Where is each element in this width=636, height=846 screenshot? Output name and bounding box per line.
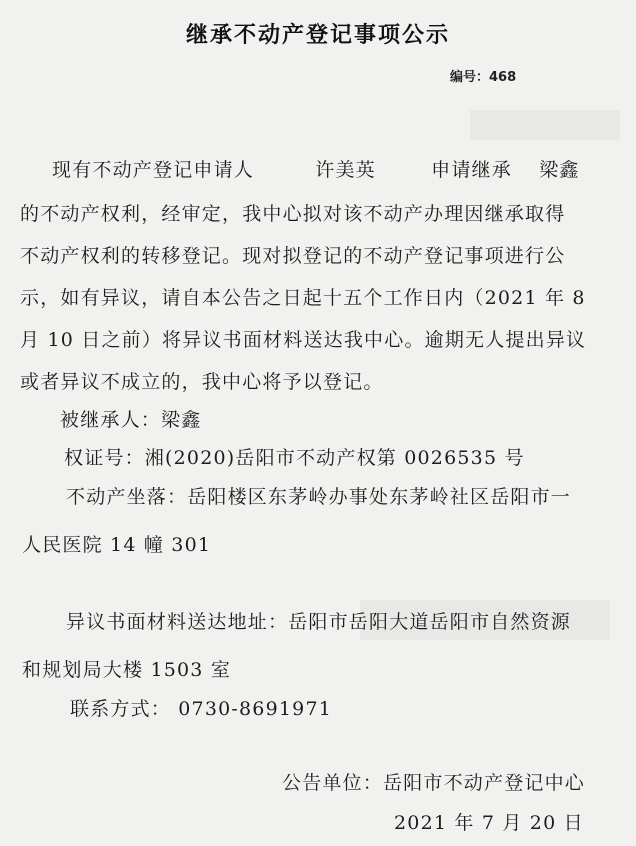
- paragraph-line: 月 10 日之前）将异议书面材料送达我中心。逾期无人提出异议: [20, 329, 587, 351]
- page-title: 继承不动产登记事项公示: [185, 23, 450, 48]
- property-location: 不动产坐落：岳阳楼区东茅岭办事处东茅岭社区岳阳市一: [66, 486, 572, 508]
- notice-date: 2021 年 7 月 20 日: [394, 812, 584, 834]
- document-number: 编号：468: [450, 70, 517, 85]
- paragraph-line: 不动产权利的转移登记。现对拟登记的不动产登记事项进行公: [20, 245, 566, 267]
- heir-name: 梁鑫: [539, 159, 580, 181]
- paragraph-line: 示，如有异议，请自本公告之日起十五个工作日内（2021 年 8: [20, 287, 586, 309]
- property-location-cont: 人民医院 14 幢 301: [22, 534, 212, 556]
- paragraph-line: 的不动产权利，经审定，我中心拟对该不动产办理因继承取得: [20, 203, 566, 225]
- contact-info: 联系方式： 0730-8691971: [70, 698, 333, 720]
- objection-address-cont: 和规划局大楼 1503 室: [22, 659, 232, 681]
- applicant-name: 许美英: [315, 159, 376, 181]
- applicant-lead: 现有不动产登记申请人: [52, 159, 255, 181]
- paragraph-line: 或者异议不成立的，我中心将予以登记。: [20, 371, 384, 393]
- certificate-number: 权证号：湘(2020)岳阳市不动产权第 0026535 号: [64, 447, 525, 469]
- apply-inherit-label: 申请继承: [431, 159, 512, 181]
- issuer: 公告单位：岳阳市不动产登记中心: [282, 772, 586, 794]
- paragraph-first-line: [52, 155, 636, 182]
- objection-address: 异议书面材料送达地址：岳阳市岳阳大道岳阳市自然资源: [66, 611, 572, 633]
- decedent-line: 被继承人：梁鑫: [60, 409, 202, 431]
